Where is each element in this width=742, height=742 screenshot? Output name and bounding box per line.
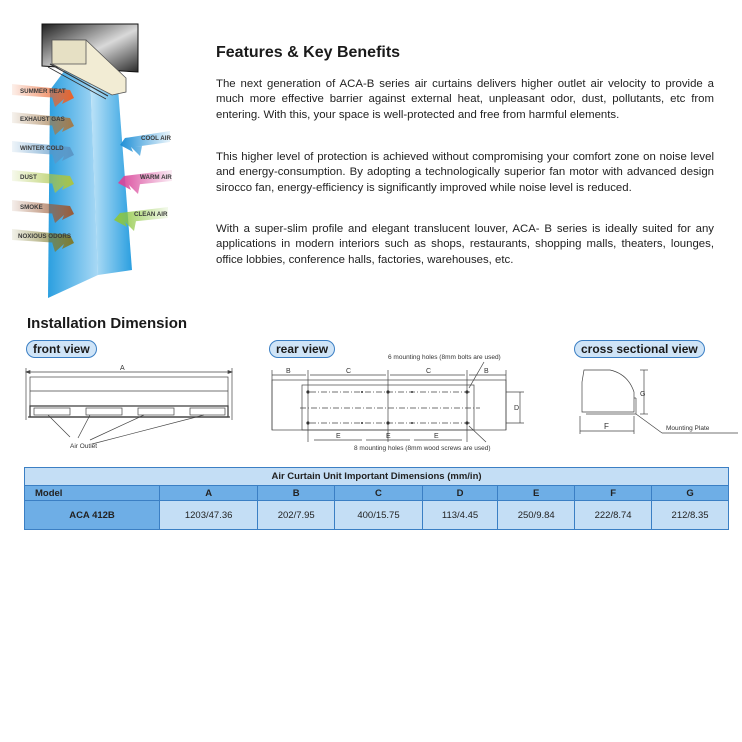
dim-e-1: E [336, 433, 341, 440]
dim-f-label: F [604, 422, 609, 431]
cell-e: 250/9.84 [498, 501, 575, 530]
cell-model: ACA 412B [25, 501, 160, 530]
label-exhaust-gas: EXHAUST GAS [20, 116, 65, 123]
header-a: A [160, 486, 258, 501]
dim-d-label: D [514, 405, 520, 412]
rear-view-drawing [262, 350, 534, 455]
label-summer-heat: SUMMER HEAT [20, 88, 66, 95]
label-noxious-odors: NOXIOUS ODORS [18, 233, 71, 240]
rear-note-top: 6 mounting holes (8mm bolts are used) [388, 354, 501, 361]
header-f: F [575, 486, 652, 501]
label-clean-air: CLEAN AIR [134, 211, 168, 218]
dimensions-table [24, 467, 729, 530]
features-paragraph-2: This higher level of protection is achieved without compromising your comfort zone on noise level and energy-consumption. By adopting a technologically superior fan motor with advanced design sirocco fan, energy-efficiency is significantly improved while noise level is reduced. [216, 151, 714, 194]
dim-c-right: C [426, 368, 432, 375]
header-b: B [258, 486, 335, 501]
header-model: Model [25, 486, 160, 501]
features-paragraph-3: With a super-slim profile and elegant translucent louver, ACA- B series is ideally suited for any applications in modern interiors such as shops, restaurants, shopping malls, theaters, lounges, office lobbies, conference halls, factories, warehouses, etc. [216, 223, 714, 266]
cell-b: 202/7.95 [258, 501, 335, 530]
header-e: E [498, 486, 575, 501]
table-caption: Air Curtain Unit Important Dimensions (mm/in) [25, 468, 729, 486]
mounting-plate-label: Mounting Plate [666, 425, 710, 432]
table-header-row [25, 486, 729, 501]
header-d: D [422, 486, 497, 501]
table-row [25, 501, 729, 530]
label-smoke: SMOKE [20, 204, 43, 211]
cell-d: 113/4.45 [422, 501, 497, 530]
dim-c-left: C [346, 368, 352, 375]
cross-sectional-view-label: cross sectional view [574, 340, 705, 358]
dim-b-left: B [286, 368, 291, 375]
cell-g: 212/8.35 [652, 501, 729, 530]
label-cool-air: COOL AIR [141, 135, 171, 142]
dim-e-3: E [434, 433, 439, 440]
front-view-drawing [20, 360, 245, 455]
air-curtain-illustration [0, 0, 200, 305]
header-c: C [335, 486, 423, 501]
rear-view-label: rear view [269, 340, 335, 358]
label-warm-air: WARM AIR [140, 174, 172, 181]
cell-a: 1203/47.36 [160, 501, 258, 530]
table-caption-row [25, 468, 729, 486]
dim-e-2: E [386, 433, 391, 440]
air-outlet-label: Air Outlet [70, 443, 98, 450]
installation-title: Installation Dimension [27, 315, 188, 332]
cell-f: 222/8.74 [575, 501, 652, 530]
label-dust: DUST [20, 174, 37, 181]
cell-c: 400/15.75 [335, 501, 423, 530]
header-g: G [652, 486, 729, 501]
features-paragraph-1: The next generation of ACA-B series air curtains delivers higher outlet air velocity to provide a much more effective barrier against external heat, unpleasant odor, dust, pollutants, etc from entering. With this, your space is well-protected and free from harmful elements. [216, 78, 714, 121]
cross-sectional-drawing [570, 360, 742, 440]
label-winter-cold: WINTER COLD [20, 145, 64, 152]
dim-g-label: G [640, 391, 646, 398]
features-title: Features & Key Benefits [216, 44, 401, 61]
dim-b-right: B [484, 368, 489, 375]
rear-note-bottom: 8 mounting holes (8mm wood screws are used) [354, 445, 491, 452]
dim-a-label: A [120, 365, 125, 372]
front-view-label: front view [26, 340, 97, 358]
